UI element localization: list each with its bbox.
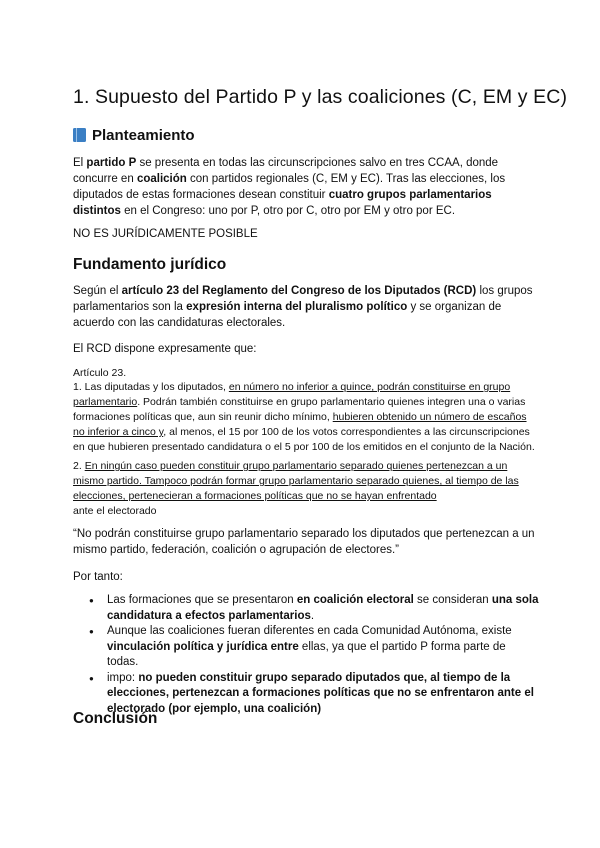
conclusion-statement: NO ES JURÍDICAMENTE POSIBLE bbox=[73, 228, 258, 240]
blue-book-icon bbox=[73, 128, 86, 142]
section-heading-fundamento: Fundamento jurídico bbox=[73, 256, 227, 273]
section-heading-planteamiento bbox=[73, 127, 195, 144]
article-23-title: Artículo 23. bbox=[73, 367, 127, 379]
article-23-section-2: 2. En ningún caso pueden constituir grupo parlamentario separado quienes pertenezcan a un mismo partido. Tampoco podrán formar grupo parlamentario separado quienes, al tiempo de las elecciones, pertenecieran a formaciones políticas que no se hayan enfrentado ante el electorado bbox=[73, 460, 519, 517]
conclusions-list bbox=[73, 593, 540, 717]
page-title: 1. Supuesto del Partido P y las coaliciones (C, EM y EC) bbox=[73, 86, 568, 108]
por-tanto: Por tanto: bbox=[73, 571, 123, 583]
article-23-section-1: 1. Las diputadas y los diputados, en número no inferior a quince, podrán constituirse en grupo parlamentario. Podrán también constituirse en grupo parlamentario quienes integren una o varias formaciones políticas que, aun sin reunir dicho mínimo, hubieren obtenido un número de escaños no inferior a cinco y, al menos, el 15 por 100 de los votos correspondientes a las circunscripciones en que hubieren presentado candidatura o el 5 por 100 de los emitidos en el conjunto de la Nación. bbox=[73, 381, 535, 453]
section-heading-conclusion: Conclusión bbox=[73, 710, 158, 727]
list-item: ● impo: no pueden constituir grupo separado diputados que, al tiempo de la elecciones, pertenezcan a formaciones políticas que no se enfrentaron ante el electorado (por ejemplo, una coalición) bbox=[73, 671, 540, 718]
fundamento-paragraph: Según el artículo 23 del Reglamento del Congreso de los Diputados (RCD) los grupos parlamentarios son la expresión interna del pluralismo político y se organizan de acuerdo con las candidaturas electorales. bbox=[73, 285, 533, 329]
planteamiento-heading-text: Planteamiento bbox=[92, 127, 195, 144]
planteamiento-paragraph: El partido P se presenta en todas las circunscripciones salvo en tres CCAA, donde concurre en coalición con partidos regionales (C, EM y EC). Tras las elecciones, los diputados de estas formaciones desean constituir cuatro grupos parlamentarios distintos en el Congreso: uno por P, otro por C, otro por EM y otro por EC. bbox=[73, 157, 506, 217]
quote-paragraph: “No podrán constituirse grupo parlamentario separado los diputados que pertenezcan a un mismo partido, federación, coalición o agrupación de electores.” bbox=[73, 528, 535, 556]
list-item: ● Las formaciones que se presentaron en coalición electoral se consideran una sola candidatura a efectos parlamentarios. bbox=[73, 593, 540, 624]
list-item: ● Aunque las coaliciones fueran diferentes en cada Comunidad Autónoma, existe vinculación política y jurídica entre ellas, ya que el partido P forma parte de todas. bbox=[73, 624, 540, 671]
rcd-intro: El RCD dispone expresamente que: bbox=[73, 343, 257, 355]
